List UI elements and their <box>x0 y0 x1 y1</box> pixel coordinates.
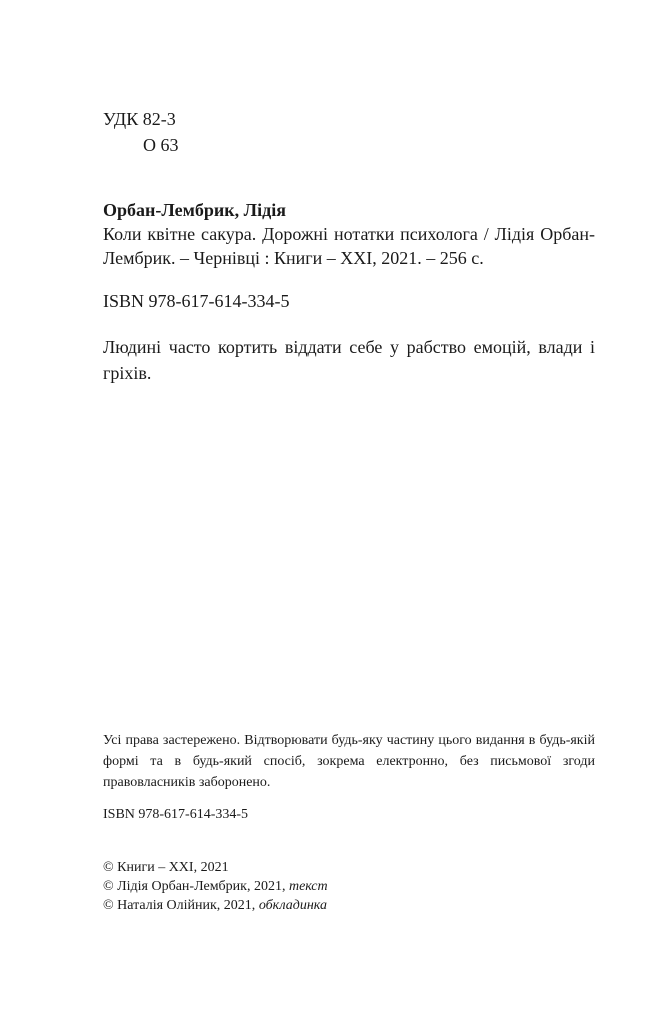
annotation: Людині часто кортить віддати себе у рабство емоцій, влади і гріхів. <box>103 337 595 383</box>
udk-classification <box>103 106 595 158</box>
catalog-author: Орбан-Лембрик, Лідія <box>103 200 286 220</box>
copyright-list <box>103 858 595 915</box>
rights-notice: Усі права застережено. Відтворювати будь-яку частину цього видання в будь-якій формі та в будь-який спосіб, зокрема електронно, без письмової згоди правовласників заборонено. <box>103 733 595 790</box>
isbn-top: ISBN 978-617-614-334-5 <box>103 291 290 311</box>
catalog-record <box>103 198 595 270</box>
copyright-line-text: © Лідія Орбан-Лембрик, 2021, текст <box>103 879 328 894</box>
copyright-line-cover: © Наталія Олійник, 2021, обкладинка <box>103 898 328 913</box>
catalog-entry: Коли квітне сакура. Дорожні нотатки психолога / Лідія Орбан-Лембрик. – Чернівці : Книги – ХХІ, 2021. – 256 с. <box>103 224 595 268</box>
udk-code: УДК 82-3 <box>103 109 176 129</box>
author-sign: О 63 <box>143 135 179 155</box>
isbn-bottom: ISBN 978-617-614-334-5 <box>103 807 249 822</box>
copyright-line-publisher: © Книги – ХХІ, 2021 <box>103 860 229 875</box>
